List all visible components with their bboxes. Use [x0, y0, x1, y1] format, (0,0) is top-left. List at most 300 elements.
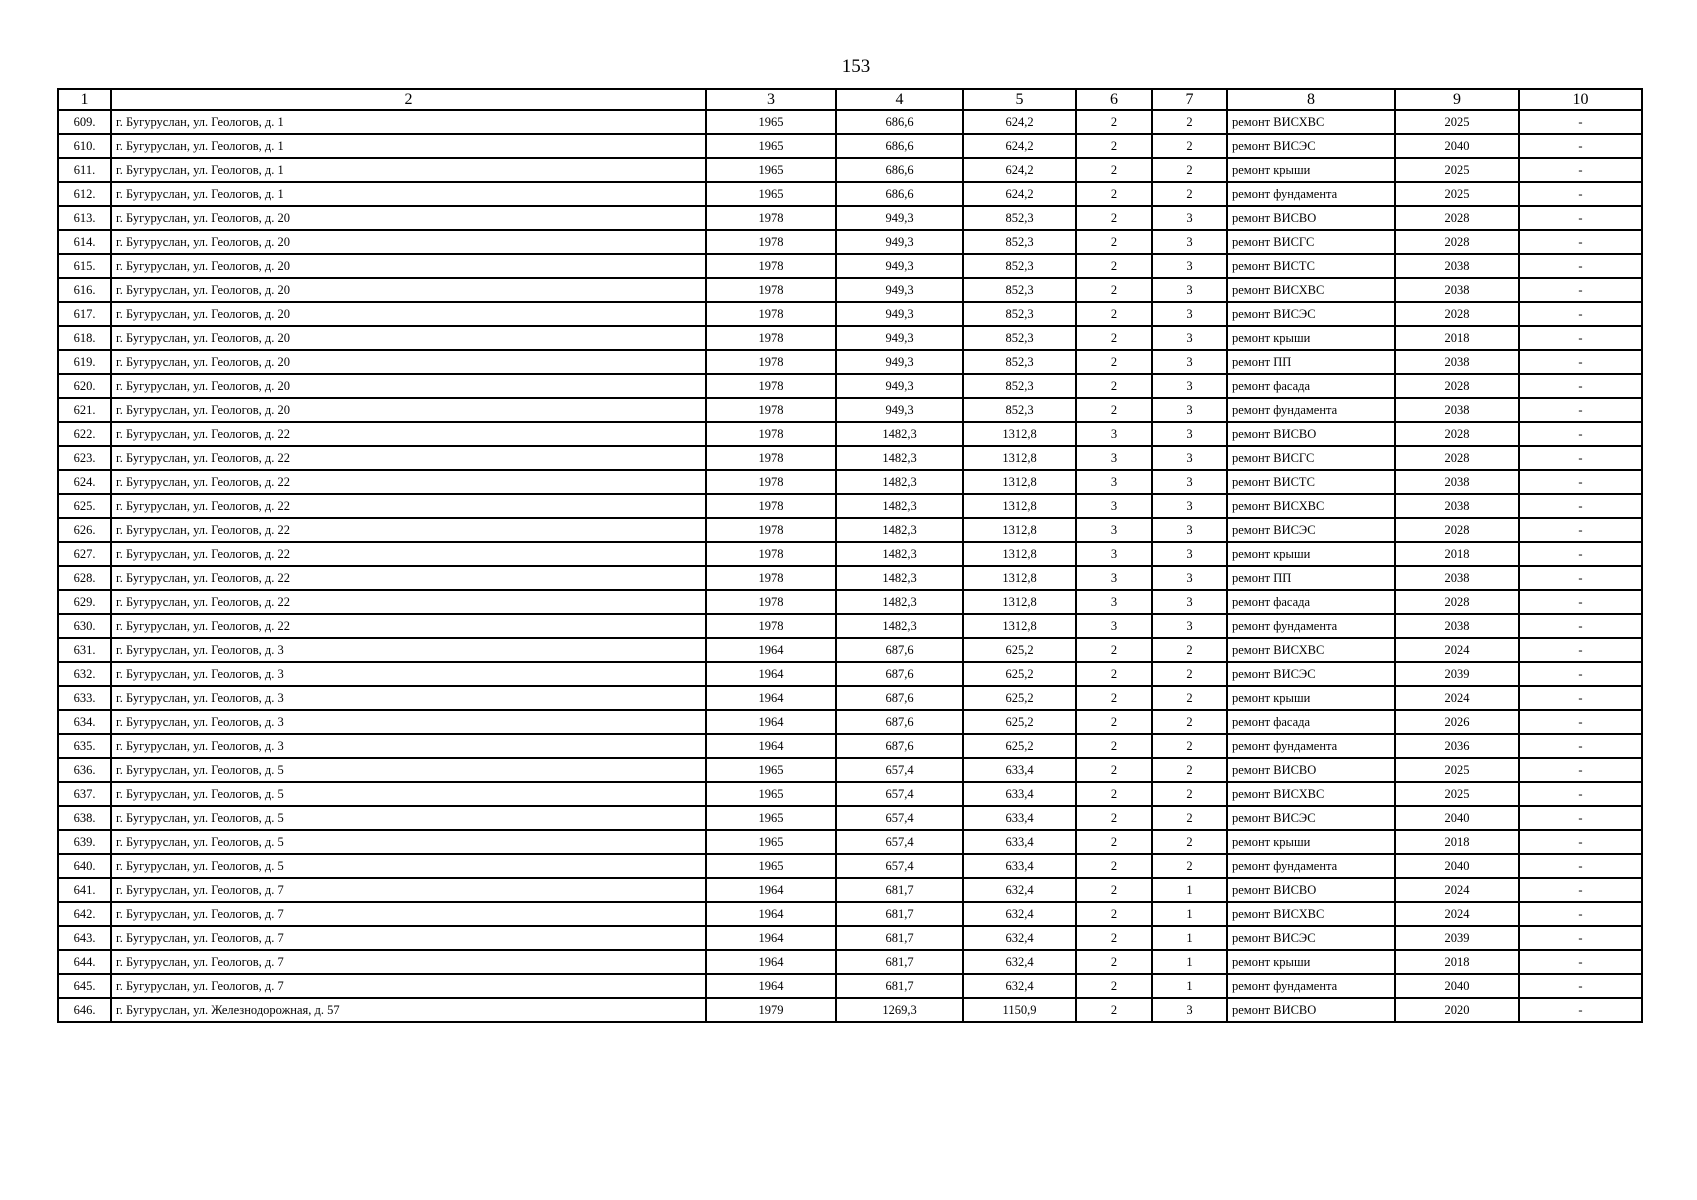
column-header-5: 5	[963, 89, 1076, 110]
cell-address: г. Бугуруслан, ул. Геологов, д. 5	[111, 806, 706, 830]
cell-planned-year: 2018	[1395, 830, 1519, 854]
cell-living-area: 633,4	[963, 758, 1076, 782]
cell-planned-year: 2024	[1395, 686, 1519, 710]
table-row	[58, 782, 1642, 806]
cell-row-number: 615.	[58, 254, 111, 278]
cell-entrances: 3	[1152, 254, 1227, 278]
table-body	[58, 110, 1642, 1022]
cell-planned-year: 2028	[1395, 590, 1519, 614]
cell-row-number: 614.	[58, 230, 111, 254]
cell-planned-year: 2024	[1395, 902, 1519, 926]
cell-row-number: 609.	[58, 110, 111, 134]
cell-work-type: ремонт ВИСЭС	[1227, 926, 1395, 950]
cell-note: -	[1519, 566, 1642, 590]
cell-planned-year: 2020	[1395, 998, 1519, 1022]
cell-address: г. Бугуруслан, ул. Железнодорожная, д. 57	[111, 998, 706, 1022]
cell-work-type: ремонт ВИСВО	[1227, 206, 1395, 230]
cell-year-built: 1978	[706, 278, 836, 302]
cell-address: г. Бугуруслан, ул. Геологов, д. 3	[111, 662, 706, 686]
column-header-9: 9	[1395, 89, 1519, 110]
cell-year-built: 1965	[706, 830, 836, 854]
cell-year-built: 1978	[706, 374, 836, 398]
cell-note: -	[1519, 758, 1642, 782]
cell-note: -	[1519, 854, 1642, 878]
cell-address: г. Бугуруслан, ул. Геологов, д. 1	[111, 182, 706, 206]
cell-total-area: 681,7	[836, 950, 963, 974]
cell-row-number: 620.	[58, 374, 111, 398]
cell-living-area: 624,2	[963, 182, 1076, 206]
cell-planned-year: 2028	[1395, 374, 1519, 398]
cell-living-area: 852,3	[963, 254, 1076, 278]
table-row	[58, 230, 1642, 254]
cell-year-built: 1965	[706, 782, 836, 806]
cell-work-type: ремонт крыши	[1227, 158, 1395, 182]
cell-planned-year: 2028	[1395, 518, 1519, 542]
data-table	[57, 88, 1643, 1023]
cell-total-area: 1269,3	[836, 998, 963, 1022]
cell-floors: 2	[1076, 998, 1152, 1022]
cell-entrances: 2	[1152, 182, 1227, 206]
cell-address: г. Бугуруслан, ул. Геологов, д. 22	[111, 446, 706, 470]
table-row	[58, 974, 1642, 998]
cell-planned-year: 2028	[1395, 302, 1519, 326]
cell-floors: 2	[1076, 854, 1152, 878]
cell-entrances: 3	[1152, 206, 1227, 230]
table-row	[58, 302, 1642, 326]
cell-address: г. Бугуруслан, ул. Геологов, д. 20	[111, 206, 706, 230]
cell-living-area: 1312,8	[963, 518, 1076, 542]
cell-work-type: ремонт фундамента	[1227, 974, 1395, 998]
cell-total-area: 1482,3	[836, 422, 963, 446]
column-header-6: 6	[1076, 89, 1152, 110]
cell-entrances: 2	[1152, 758, 1227, 782]
table-row	[58, 830, 1642, 854]
cell-planned-year: 2024	[1395, 878, 1519, 902]
cell-entrances: 3	[1152, 374, 1227, 398]
column-header-4: 4	[836, 89, 963, 110]
table-row	[58, 398, 1642, 422]
cell-entrances: 2	[1152, 806, 1227, 830]
cell-note: -	[1519, 830, 1642, 854]
cell-year-built: 1964	[706, 662, 836, 686]
cell-row-number: 642.	[58, 902, 111, 926]
cell-floors: 2	[1076, 230, 1152, 254]
cell-year-built: 1964	[706, 902, 836, 926]
cell-note: -	[1519, 686, 1642, 710]
cell-address: г. Бугуруслан, ул. Геологов, д. 22	[111, 422, 706, 446]
cell-work-type: ремонт ВИСВО	[1227, 878, 1395, 902]
cell-floors: 2	[1076, 950, 1152, 974]
cell-note: -	[1519, 182, 1642, 206]
table-row	[58, 134, 1642, 158]
cell-floors: 2	[1076, 662, 1152, 686]
cell-work-type: ремонт ВИСТС	[1227, 254, 1395, 278]
cell-planned-year: 2038	[1395, 614, 1519, 638]
table-row	[58, 590, 1642, 614]
cell-row-number: 611.	[58, 158, 111, 182]
column-header-8: 8	[1227, 89, 1395, 110]
table-row	[58, 422, 1642, 446]
cell-total-area: 687,6	[836, 734, 963, 758]
table-row	[58, 470, 1642, 494]
table-row	[58, 494, 1642, 518]
cell-work-type: ремонт ВИСГС	[1227, 230, 1395, 254]
cell-address: г. Бугуруслан, ул. Геологов, д. 5	[111, 758, 706, 782]
cell-work-type: ремонт крыши	[1227, 950, 1395, 974]
cell-row-number: 623.	[58, 446, 111, 470]
cell-total-area: 1482,3	[836, 518, 963, 542]
cell-year-built: 1964	[706, 710, 836, 734]
cell-year-built: 1978	[706, 230, 836, 254]
table-row	[58, 926, 1642, 950]
cell-total-area: 681,7	[836, 974, 963, 998]
cell-entrances: 3	[1152, 470, 1227, 494]
cell-year-built: 1978	[706, 398, 836, 422]
page-number: 153	[841, 56, 871, 77]
cell-year-built: 1978	[706, 206, 836, 230]
cell-total-area: 686,6	[836, 134, 963, 158]
table-row	[58, 662, 1642, 686]
cell-address: г. Бугуруслан, ул. Геологов, д. 7	[111, 878, 706, 902]
cell-address: г. Бугуруслан, ул. Геологов, д. 22	[111, 542, 706, 566]
cell-planned-year: 2040	[1395, 854, 1519, 878]
cell-address: г. Бугуруслан, ул. Геологов, д. 20	[111, 254, 706, 278]
cell-address: г. Бугуруслан, ул. Геологов, д. 7	[111, 926, 706, 950]
cell-note: -	[1519, 734, 1642, 758]
cell-row-number: 613.	[58, 206, 111, 230]
cell-work-type: ремонт ВИСВО	[1227, 998, 1395, 1022]
cell-row-number: 630.	[58, 614, 111, 638]
cell-year-built: 1978	[706, 542, 836, 566]
cell-living-area: 1312,8	[963, 446, 1076, 470]
cell-entrances: 2	[1152, 134, 1227, 158]
cell-row-number: 639.	[58, 830, 111, 854]
cell-total-area: 687,6	[836, 662, 963, 686]
table-row	[58, 254, 1642, 278]
cell-note: -	[1519, 950, 1642, 974]
cell-address: г. Бугуруслан, ул. Геологов, д. 20	[111, 374, 706, 398]
cell-total-area: 949,3	[836, 206, 963, 230]
cell-note: -	[1519, 806, 1642, 830]
cell-planned-year: 2028	[1395, 230, 1519, 254]
cell-total-area: 657,4	[836, 854, 963, 878]
table-row	[58, 206, 1642, 230]
cell-total-area: 949,3	[836, 398, 963, 422]
cell-entrances: 2	[1152, 854, 1227, 878]
cell-living-area: 852,3	[963, 374, 1076, 398]
cell-work-type: ремонт фасада	[1227, 374, 1395, 398]
cell-work-type: ремонт ПП	[1227, 566, 1395, 590]
cell-address: г. Бугуруслан, ул. Геологов, д. 5	[111, 782, 706, 806]
cell-note: -	[1519, 230, 1642, 254]
cell-total-area: 686,6	[836, 110, 963, 134]
table-row	[58, 542, 1642, 566]
cell-note: -	[1519, 470, 1642, 494]
cell-year-built: 1978	[706, 326, 836, 350]
cell-planned-year: 2040	[1395, 974, 1519, 998]
cell-floors: 3	[1076, 542, 1152, 566]
cell-planned-year: 2038	[1395, 470, 1519, 494]
table-row	[58, 950, 1642, 974]
cell-address: г. Бугуруслан, ул. Геологов, д. 20	[111, 278, 706, 302]
cell-work-type: ремонт ВИСЭС	[1227, 134, 1395, 158]
cell-living-area: 1312,8	[963, 422, 1076, 446]
cell-planned-year: 2018	[1395, 950, 1519, 974]
cell-planned-year: 2039	[1395, 662, 1519, 686]
cell-work-type: ремонт ВИСЭС	[1227, 662, 1395, 686]
cell-floors: 2	[1076, 974, 1152, 998]
cell-planned-year: 2038	[1395, 350, 1519, 374]
cell-planned-year: 2038	[1395, 254, 1519, 278]
cell-year-built: 1964	[706, 878, 836, 902]
cell-row-number: 644.	[58, 950, 111, 974]
table-row	[58, 278, 1642, 302]
cell-note: -	[1519, 710, 1642, 734]
cell-address: г. Бугуруслан, ул. Геологов, д. 22	[111, 494, 706, 518]
cell-total-area: 1482,3	[836, 566, 963, 590]
cell-note: -	[1519, 350, 1642, 374]
cell-row-number: 622.	[58, 422, 111, 446]
cell-living-area: 624,2	[963, 158, 1076, 182]
table-row	[58, 710, 1642, 734]
column-header-2: 2	[111, 89, 706, 110]
cell-work-type: ремонт фундамента	[1227, 734, 1395, 758]
cell-floors: 3	[1076, 614, 1152, 638]
cell-entrances: 3	[1152, 350, 1227, 374]
cell-note: -	[1519, 974, 1642, 998]
cell-row-number: 633.	[58, 686, 111, 710]
cell-floors: 2	[1076, 806, 1152, 830]
cell-work-type: ремонт фундамента	[1227, 854, 1395, 878]
table-row	[58, 806, 1642, 830]
cell-year-built: 1964	[706, 638, 836, 662]
cell-planned-year: 2028	[1395, 422, 1519, 446]
cell-living-area: 852,3	[963, 302, 1076, 326]
cell-planned-year: 2024	[1395, 638, 1519, 662]
cell-entrances: 3	[1152, 518, 1227, 542]
cell-planned-year: 2025	[1395, 782, 1519, 806]
cell-total-area: 949,3	[836, 350, 963, 374]
cell-planned-year: 2038	[1395, 566, 1519, 590]
cell-entrances: 2	[1152, 782, 1227, 806]
cell-planned-year: 2025	[1395, 758, 1519, 782]
cell-planned-year: 2025	[1395, 110, 1519, 134]
cell-row-number: 645.	[58, 974, 111, 998]
cell-work-type: ремонт ВИСЭС	[1227, 302, 1395, 326]
cell-note: -	[1519, 590, 1642, 614]
cell-year-built: 1978	[706, 494, 836, 518]
cell-note: -	[1519, 254, 1642, 278]
cell-address: г. Бугуруслан, ул. Геологов, д. 7	[111, 950, 706, 974]
cell-row-number: 646.	[58, 998, 111, 1022]
cell-total-area: 1482,3	[836, 446, 963, 470]
cell-entrances: 3	[1152, 422, 1227, 446]
cell-row-number: 619.	[58, 350, 111, 374]
cell-total-area: 687,6	[836, 710, 963, 734]
cell-row-number: 631.	[58, 638, 111, 662]
cell-address: г. Бугуруслан, ул. Геологов, д. 7	[111, 902, 706, 926]
cell-note: -	[1519, 206, 1642, 230]
cell-entrances: 3	[1152, 542, 1227, 566]
cell-total-area: 657,4	[836, 782, 963, 806]
cell-address: г. Бугуруслан, ул. Геологов, д. 1	[111, 158, 706, 182]
cell-note: -	[1519, 326, 1642, 350]
cell-total-area: 681,7	[836, 878, 963, 902]
cell-floors: 2	[1076, 638, 1152, 662]
cell-work-type: ремонт ВИСХВС	[1227, 494, 1395, 518]
cell-entrances: 3	[1152, 230, 1227, 254]
cell-floors: 2	[1076, 326, 1152, 350]
cell-living-area: 1312,8	[963, 542, 1076, 566]
cell-row-number: 638.	[58, 806, 111, 830]
cell-living-area: 632,4	[963, 974, 1076, 998]
cell-floors: 3	[1076, 494, 1152, 518]
cell-planned-year: 2028	[1395, 446, 1519, 470]
column-header-3: 3	[706, 89, 836, 110]
cell-total-area: 687,6	[836, 638, 963, 662]
cell-total-area: 1482,3	[836, 494, 963, 518]
cell-total-area: 681,7	[836, 902, 963, 926]
cell-note: -	[1519, 998, 1642, 1022]
cell-living-area: 1312,8	[963, 590, 1076, 614]
cell-address: г. Бугуруслан, ул. Геологов, д. 3	[111, 686, 706, 710]
table-row	[58, 446, 1642, 470]
cell-work-type: ремонт ВИСВО	[1227, 422, 1395, 446]
cell-work-type: ремонт ВИСХВС	[1227, 782, 1395, 806]
cell-row-number: 629.	[58, 590, 111, 614]
cell-row-number: 632.	[58, 662, 111, 686]
cell-floors: 2	[1076, 110, 1152, 134]
cell-entrances: 3	[1152, 398, 1227, 422]
cell-entrances: 3	[1152, 494, 1227, 518]
cell-living-area: 633,4	[963, 806, 1076, 830]
cell-entrances: 3	[1152, 998, 1227, 1022]
cell-note: -	[1519, 902, 1642, 926]
cell-planned-year: 2038	[1395, 494, 1519, 518]
cell-entrances: 2	[1152, 734, 1227, 758]
cell-planned-year: 2018	[1395, 326, 1519, 350]
cell-row-number: 628.	[58, 566, 111, 590]
cell-row-number: 621.	[58, 398, 111, 422]
cell-floors: 2	[1076, 158, 1152, 182]
cell-row-number: 643.	[58, 926, 111, 950]
cell-living-area: 852,3	[963, 398, 1076, 422]
cell-entrances: 2	[1152, 686, 1227, 710]
table-row	[58, 374, 1642, 398]
cell-work-type: ремонт ВИСХВС	[1227, 278, 1395, 302]
cell-row-number: 635.	[58, 734, 111, 758]
cell-work-type: ремонт ВИСХВС	[1227, 902, 1395, 926]
cell-year-built: 1978	[706, 470, 836, 494]
cell-work-type: ремонт ВИСТС	[1227, 470, 1395, 494]
table-row	[58, 878, 1642, 902]
cell-address: г. Бугуруслан, ул. Геологов, д. 20	[111, 326, 706, 350]
cell-planned-year: 2018	[1395, 542, 1519, 566]
cell-note: -	[1519, 374, 1642, 398]
cell-floors: 2	[1076, 830, 1152, 854]
cell-year-built: 1978	[706, 350, 836, 374]
cell-note: -	[1519, 518, 1642, 542]
cell-year-built: 1978	[706, 614, 836, 638]
cell-address: г. Бугуруслан, ул. Геологов, д. 1	[111, 110, 706, 134]
table-row	[58, 902, 1642, 926]
cell-year-built: 1965	[706, 758, 836, 782]
table-row	[58, 686, 1642, 710]
cell-note: -	[1519, 638, 1642, 662]
cell-entrances: 1	[1152, 902, 1227, 926]
cell-work-type: ремонт фасада	[1227, 590, 1395, 614]
cell-planned-year: 2026	[1395, 710, 1519, 734]
cell-entrances: 3	[1152, 278, 1227, 302]
cell-row-number: 612.	[58, 182, 111, 206]
cell-total-area: 657,4	[836, 758, 963, 782]
cell-total-area: 949,3	[836, 374, 963, 398]
cell-floors: 2	[1076, 686, 1152, 710]
cell-year-built: 1978	[706, 566, 836, 590]
cell-floors: 2	[1076, 782, 1152, 806]
cell-entrances: 2	[1152, 710, 1227, 734]
cell-floors: 2	[1076, 374, 1152, 398]
cell-living-area: 625,2	[963, 734, 1076, 758]
cell-entrances: 1	[1152, 878, 1227, 902]
cell-total-area: 686,6	[836, 158, 963, 182]
cell-entrances: 1	[1152, 974, 1227, 998]
cell-address: г. Бугуруслан, ул. Геологов, д. 20	[111, 302, 706, 326]
cell-floors: 3	[1076, 446, 1152, 470]
cell-note: -	[1519, 302, 1642, 326]
cell-row-number: 616.	[58, 278, 111, 302]
table-row	[58, 518, 1642, 542]
cell-floors: 2	[1076, 254, 1152, 278]
cell-floors: 2	[1076, 878, 1152, 902]
cell-total-area: 1482,3	[836, 614, 963, 638]
cell-work-type: ремонт ВИСХВС	[1227, 638, 1395, 662]
cell-address: г. Бугуруслан, ул. Геологов, д. 22	[111, 470, 706, 494]
cell-year-built: 1964	[706, 734, 836, 758]
header-row	[58, 89, 1642, 110]
cell-row-number: 641.	[58, 878, 111, 902]
cell-row-number: 640.	[58, 854, 111, 878]
cell-entrances: 3	[1152, 302, 1227, 326]
cell-work-type: ремонт фундамента	[1227, 182, 1395, 206]
cell-year-built: 1978	[706, 422, 836, 446]
cell-living-area: 633,4	[963, 854, 1076, 878]
cell-address: г. Бугуруслан, ул. Геологов, д. 22	[111, 614, 706, 638]
cell-row-number: 636.	[58, 758, 111, 782]
cell-entrances: 1	[1152, 950, 1227, 974]
cell-floors: 2	[1076, 734, 1152, 758]
cell-year-built: 1964	[706, 926, 836, 950]
cell-row-number: 634.	[58, 710, 111, 734]
cell-year-built: 1965	[706, 158, 836, 182]
column-header-1: 1	[58, 89, 111, 110]
cell-note: -	[1519, 782, 1642, 806]
cell-living-area: 625,2	[963, 638, 1076, 662]
cell-floors: 2	[1076, 926, 1152, 950]
cell-address: г. Бугуруслан, ул. Геологов, д. 20	[111, 350, 706, 374]
cell-work-type: ремонт крыши	[1227, 542, 1395, 566]
cell-living-area: 624,2	[963, 134, 1076, 158]
cell-year-built: 1965	[706, 110, 836, 134]
table-row	[58, 566, 1642, 590]
cell-total-area: 1482,3	[836, 470, 963, 494]
cell-note: -	[1519, 878, 1642, 902]
table-row	[58, 110, 1642, 134]
cell-address: г. Бугуруслан, ул. Геологов, д. 1	[111, 134, 706, 158]
cell-year-built: 1964	[706, 686, 836, 710]
cell-total-area: 949,3	[836, 326, 963, 350]
cell-entrances: 2	[1152, 662, 1227, 686]
